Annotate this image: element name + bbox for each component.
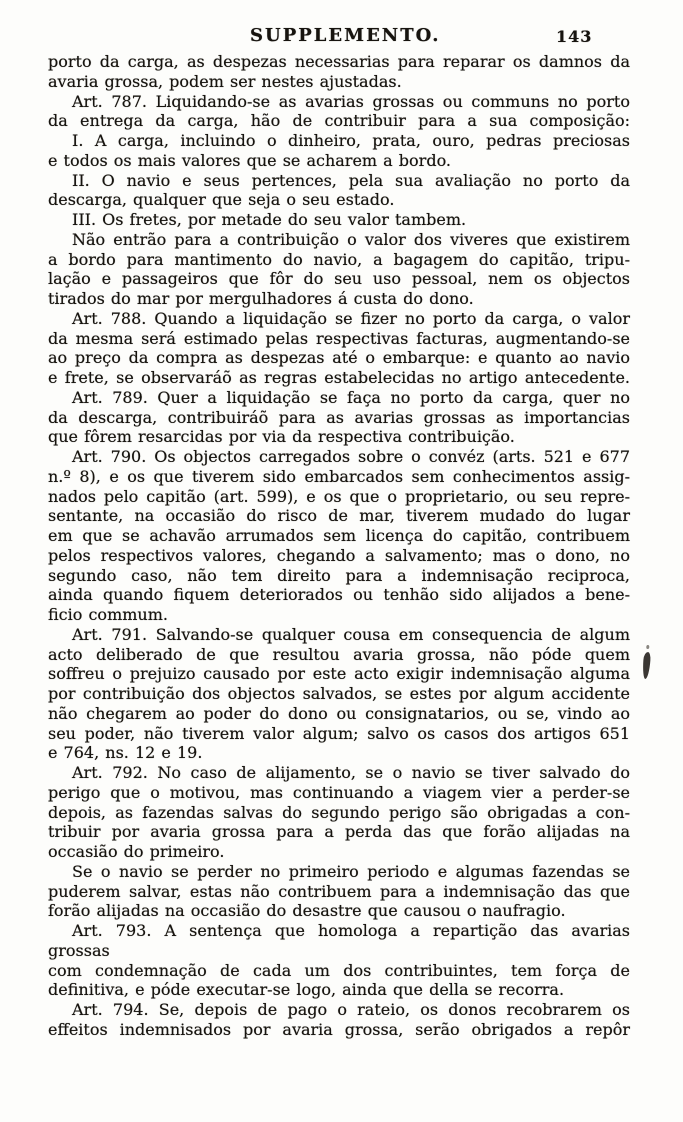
- text-line: definitiva, e póde executar-se logo, ainda que della se recorra.: [48, 980, 565, 1000]
- text-line: Art. 788. Quando a liquidação se fizer no porto da carga, o valor: [72, 308, 630, 328]
- text-line: tirados do mar por mergulhadores á custa do dono.: [48, 289, 474, 308]
- text-line: ainda quando fiquem deteriorados ou tenhão sido alijados a bene-: [48, 585, 630, 605]
- text-line: descarga, qualquer que seja o seu estado.: [48, 190, 395, 210]
- text-line: que fôrem resarcidas por via da respectiva contribuição.: [48, 427, 515, 447]
- text-line: avaria grossa, podem ser nestes ajustadas.: [48, 71, 402, 91]
- text-line: e 764, ns. 12 e 19.: [48, 743, 203, 763]
- text-line: soffreu o prejuizo causado por este acto exigir indemnisação alguma: [48, 664, 630, 684]
- text-block: [48, 52, 630, 1040]
- text-line: I. A carga, incluindo o dinheiro, prata, ouro, pedras preciosas: [72, 131, 630, 150]
- text-line: puderem salvar, estas não contribuem para a indemnisação das que: [48, 881, 630, 901]
- text-line: pelos respectivos valores, chegando a salvamento; mas o dono, no: [48, 545, 630, 565]
- text-line: occasião do primeiro.: [48, 842, 225, 861]
- text-line: da entrega da carga, hão de contribuir para a sua composição:: [48, 111, 630, 131]
- page-number: 143: [556, 27, 593, 46]
- text-line: Não entrão para a contribuição o valor dos viveres que existirem: [72, 229, 630, 249]
- text-line: depois, as fazendas salvas do segundo perigo são obrigadas a con-: [48, 802, 630, 822]
- text-line: Art. 794. Se, depois de pago o rateio, os donos recobrarem os: [72, 1000, 630, 1019]
- text-line: seu poder, não tiverem valor algum; salvo os casos dos artigos 651: [48, 723, 630, 743]
- text-line: Se o navio se perder no primeiro periodo e algumas fazendas se: [72, 861, 630, 881]
- text-line: forão alijadas na occasião do desastre que causou o naufragio.: [48, 901, 566, 921]
- text-line: em que se achavão arrumados sem licença do capitão, contribuem: [48, 526, 630, 545]
- text-line: com condemnação de cada um dos contribuintes, tem força de: [48, 960, 630, 980]
- ink-blemish-mark: [642, 652, 651, 679]
- text-line: da descarga, contribuiráõ para as avarias grossas as importancias: [48, 407, 630, 427]
- text-line: não chegarem ao poder do dono ou consignatarios, ou se, vindo ao: [48, 703, 630, 723]
- text-line: nados pelo capitão (art. 599), e os que o proprietario, ou seu repre-: [48, 486, 630, 506]
- text-line: Art. 789. Quer a liquidação se faça no porto da carga, quer no: [72, 387, 630, 407]
- page-header: [0, 0, 683, 50]
- text-line: III. Os fretes, por metade do seu valor tambem.: [72, 210, 467, 229]
- text-line: lação e passageiros que fôr do seu uso pessoal, nem os objectos: [48, 269, 630, 289]
- text-line: sentante, na occasião do risco de mar, tiverem mudado do lugar: [48, 506, 630, 526]
- text-line: n.º 8), e os que tiverem sido embarcados sem conhecimentos assig-: [48, 466, 630, 486]
- text-line: ficio commum.: [48, 605, 168, 624]
- text-line: perigo que o motivou, mas continuando a viagem vier a perder-se: [48, 782, 630, 802]
- text-line: ao preço da compra as despezas até o embarque: e quanto ao navio: [48, 348, 630, 368]
- running-title: SUPPLEMENTO.: [250, 25, 441, 46]
- text-line: acto deliberado de que resultou avaria grossa, não póde quem: [48, 644, 630, 664]
- text-line: a bordo para mantimento do navio, a bagagem do capitão, tripu-: [48, 249, 630, 269]
- text-line: por contribuição dos objectos salvados, se estes por algum accidente: [48, 684, 630, 703]
- text-line: segundo caso, não tem direito para a indemnisação reciproca,: [48, 565, 630, 585]
- text-line: Art. 791. Salvando-se qualquer cousa em consequencia de algum: [72, 624, 630, 644]
- text-line: II. O navio e seus pertences, pela sua avaliação no porto da: [72, 170, 630, 190]
- text-line: effeitos indemnisados por avaria grossa, serão obrigados a repôr: [48, 1019, 630, 1039]
- text-line: Art. 790. Os objectos carregados sobre o convéz (arts. 521 e 677: [72, 447, 630, 466]
- text-line: e frete, se observaráõ as regras estabelecidas no artigo antecedente.: [48, 368, 630, 387]
- text-line: Art. 793. A sentença que homologa a repartição das avarias grossas: [48, 921, 630, 960]
- text-line: tribuir por avaria grossa para a perda das que forão alijadas na: [48, 822, 630, 842]
- text-line: e todos os mais valores que se acharem a bordo.: [48, 150, 451, 170]
- text-line: Art. 787. Liquidando-se as avarias grossas ou communs no porto: [72, 91, 630, 111]
- text-line: Art. 792. No caso de alijamento, se o navio se tiver salvado do: [72, 763, 630, 782]
- text-line: da mesma será estimado pelas respectivas facturas, augmentando-se: [48, 328, 630, 348]
- text-line: porto da carga, as despezas necessarias para reparar os damnos da: [48, 52, 630, 71]
